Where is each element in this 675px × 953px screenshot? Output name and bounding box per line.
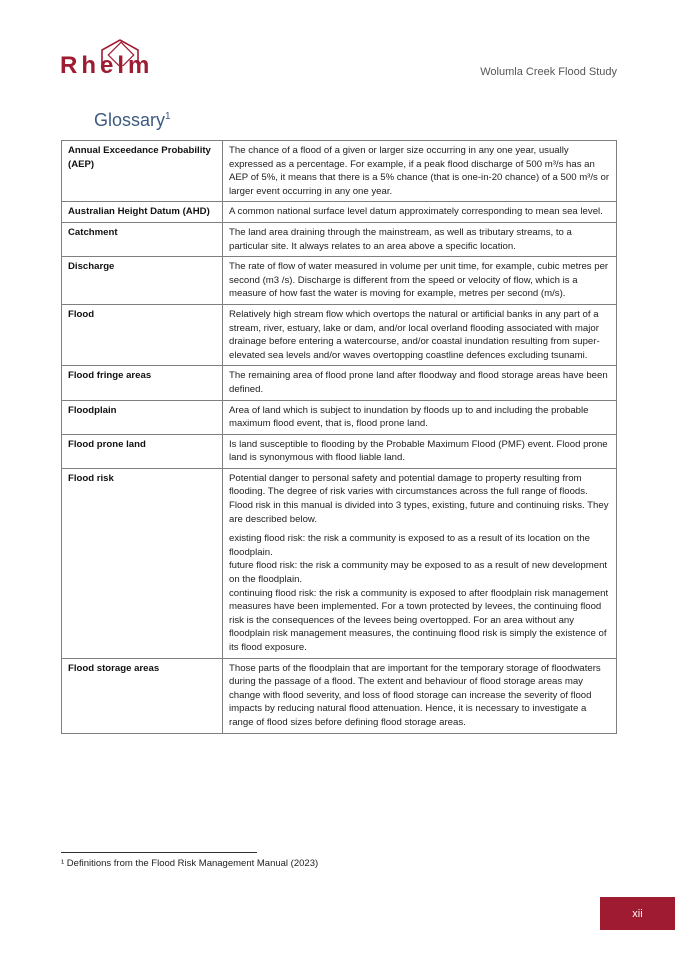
definition-paragraph: The land area draining through the mainstream, as well as tributary streams, to a particular site. It always relates to an area above a specific location. — [229, 226, 572, 252]
glossary-term: Catchment — [62, 222, 223, 256]
table-row — [62, 366, 617, 400]
footnote-marker: 1 — [165, 111, 171, 122]
definition-paragraph: A common national surface level datum approximately corresponding to mean sea level. — [229, 206, 603, 218]
glossary-definition — [223, 141, 617, 202]
glossary-definition — [223, 658, 617, 733]
glossary-term: Flood prone land — [62, 434, 223, 468]
page-number: xii — [632, 907, 643, 920]
definition-paragraph: continuing flood risk: the risk a community is exposed to after floodplain risk management measures have been implemented. For a town protected by levees, the continuing flood risk is the consequences of the levees being overtopped. For an area without any floodplain risk management measures, the continuing flood risk is simply the existence of its flood exposure. — [229, 587, 609, 653]
table-row — [62, 222, 617, 256]
definition-paragraph: Relatively high stream flow which overtops the natural or artificial banks in any part of a stream, river, estuary, lake or dam, and/or local overland flooding associated with major drainage before entering a watercourse, and/or coastal inundation resulting from super-elevated sea levels and/or waves overtopping coastline defences excluding tsunami. — [229, 308, 600, 361]
footnote: ¹ Definitions from the Flood Risk Management Manual (2023) — [61, 858, 319, 869]
document-title: Wolumla Creek Flood Study — [480, 66, 617, 78]
glossary-definition — [223, 304, 617, 365]
table-row — [62, 304, 617, 365]
table-row — [62, 658, 617, 733]
table-row — [62, 468, 617, 658]
glossary-definition — [223, 434, 617, 468]
glossary-definition — [223, 366, 617, 400]
table-row — [62, 141, 617, 202]
glossary-term: Annual Exceedance Probability (AEP) — [62, 141, 223, 202]
footnote-divider — [61, 852, 257, 853]
page-title-text: Glossary — [94, 110, 166, 130]
glossary-definition — [223, 202, 617, 223]
definition-paragraph: existing flood risk: the risk a community is exposed to as a result of its location on the floodplain. — [229, 533, 591, 558]
glossary-term: Floodplain — [62, 400, 223, 434]
glossary-term: Australian Height Datum (AHD) — [62, 202, 223, 223]
glossary-definition — [223, 400, 617, 434]
page-number-badge — [600, 897, 675, 930]
definition-paragraph: Potential danger to personal safety and potential damage to property resulting from flooding. The degree of risk varies with circumstances across the full range of floods. Flood risk in this manual is divided into 3 types, existing, future and continuing risks. They are described below. — [229, 472, 609, 525]
table-row — [62, 257, 617, 305]
page-title — [94, 110, 171, 131]
definition-paragraph: Area of land which is subject to inundation by floods up to and including the probable maximum flood event, that is, flood prone land. — [229, 404, 589, 430]
definition-paragraph: The remaining area of flood prone land after floodway and flood storage areas have been defined. — [229, 370, 608, 395]
table-row — [62, 202, 617, 223]
definition-paragraph: future flood risk: the risk a community may be exposed to as a result of new development on the floodplain. — [229, 560, 608, 586]
glossary-term: Flood — [62, 304, 223, 365]
definition-paragraph: The rate of flow of water measured in volume per unit time, for example, cubic metres per second (m3 /s). Discharge is different from the speed or velocity of flow, which is a measure of how fast the water is moving for example, metres per second (m/s). — [229, 261, 609, 300]
glossary-definition — [223, 468, 617, 658]
glossary-definition — [223, 257, 617, 305]
glossary-table — [61, 140, 617, 734]
glossary-definition — [223, 222, 617, 256]
glossary-term: Flood risk — [62, 468, 223, 658]
definition-paragraph: Those parts of the floodplain that are important for the temporary storage of floodwaters during the passage of a flood. The extent and behaviour of flood storage areas may change with flood severity, and loss of flood storage can increase the severity of flood impacts by reducing natural flood attenuation. Hence, it is necessary to investigate a range of flood sizes before defining flood storage areas. — [229, 662, 601, 728]
table-row — [62, 434, 617, 468]
glossary-term: Flood storage areas — [62, 658, 223, 733]
logo-text: Rhelm — [60, 52, 154, 79]
table-row — [62, 400, 617, 434]
glossary-term: Discharge — [62, 257, 223, 305]
definition-paragraph: Is land susceptible to flooding by the Probable Maximum Flood (PMF) event. Flood prone land is synonymous with flood liable land. — [229, 438, 608, 464]
glossary-term: Flood fringe areas — [62, 366, 223, 400]
company-logo — [60, 38, 180, 80]
definition-paragraph: The chance of a flood of a given or larger size occurring in any one year, usually expressed as a percentage. For example, if a peak flood discharge of 500 m³/s has an AEP of 5%, it means that there is a 5% chance (that is one-in-20 chance) of a 500 m³/s or larger event occurring in any one year. — [229, 145, 610, 197]
